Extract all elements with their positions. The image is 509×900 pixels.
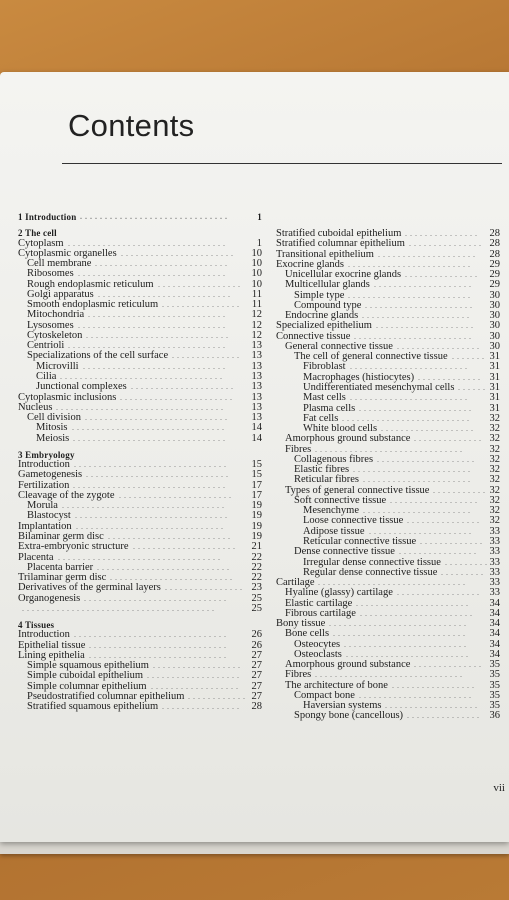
toc-entry [18,702,262,712]
dot-leader: ......................... [346,649,471,659]
dot-leader: .............................. [76,521,226,531]
toc-entry-page: 19 [251,530,262,542]
toc-entry-title: Simple type [294,289,345,301]
toc-entry-title: Lining epithelia [18,649,85,661]
toc-entry-title: Gametogenesis [18,469,83,481]
dot-leader: ................ [165,583,245,593]
dot-leader: ....................... [356,598,471,608]
dot-leader: ................... [381,424,476,434]
toc-entry-title: The cell of general connective tissue [294,351,448,363]
dot-leader: ......... [445,557,490,567]
toc-entry-page: 13 [251,381,262,393]
toc-entry-title: Cytoplasm [18,237,64,249]
dot-leader: ............................. [84,593,229,603]
toc-entry [18,382,262,392]
toc-entry-page: 34 [489,648,500,660]
dot-leader: .............................. [80,212,230,221]
dot-leader: .............. [414,660,484,670]
dot-leader: ............ [188,691,248,701]
toc-entry-page: 32 [489,464,500,476]
toc-entry-page: 21 [251,541,262,553]
dot-leader: ............... [405,229,480,238]
toc-entry-title: Centrioli [27,340,65,352]
toc-entry-title: Placenta barrier [27,561,94,573]
toc-entry-title: Undifferentiated mesenchymal cells [303,381,455,393]
toc-entry-title: Elastic cartilage [285,597,353,609]
toc-entry-title: Amorphous ground substance [285,659,411,671]
toc-entry-page: 19 [251,500,262,512]
toc-entry-page: 32 [489,433,500,445]
toc-entry-page: 32 [489,494,500,506]
toc-entry [276,547,500,557]
toc-entry-title: Microvilli [36,360,79,372]
toc-entry-page: 31 [489,402,500,414]
dot-leader: .................. [151,681,241,691]
dot-leader: ...... [458,382,488,392]
dot-leader: ...................... [363,506,473,516]
toc-section-heading [18,228,262,238]
toc-entry-title: Meiosis [36,432,70,444]
toc-entry-page: 28 [489,238,500,250]
toc-entry-page: 30 [489,340,500,352]
dot-leader: ....................... [359,403,474,413]
toc-entry-title: General connective tissue [285,340,393,352]
toc-entry-page: 22 [251,561,262,573]
toc-entry-page: 31 [489,371,500,383]
toc-entry-page: 34 [489,607,500,619]
toc-entry-page: 28 [251,701,262,713]
toc-entry-title: Smooth endoplasmic reticulum [27,299,159,311]
toc-entry-title: Cytoplasmic organelles [18,247,117,259]
toc-entry-title: The architecture of bone [285,679,388,691]
toc-entry-title: Osteocytes [294,638,341,650]
toc-entry-title: Fibres [285,443,312,455]
toc-entry-title: Mast cells [303,392,346,404]
dot-leader: ............................... [73,433,228,443]
toc-entry-page: 32 [489,474,500,486]
dot-leader: .................... [376,321,476,331]
toc-entry-page: 33 [489,525,500,537]
toc-entry-page: 34 [489,638,500,650]
dot-leader: ............................ [89,650,229,660]
dot-leader: ........................ [350,393,470,403]
toc-entry-page: 35 [489,679,500,691]
dot-leader: ............................ [89,640,229,650]
dot-leader: ............... [409,239,484,249]
toc-entry-title: Rough endoplasmic reticulum [27,278,154,290]
dot-leader: ............................. [85,413,230,423]
toc-entry-page: 36 [489,710,500,722]
toc-entry-page: 13 [251,350,262,362]
dot-leader: ............................... [73,480,228,490]
toc-entry-page: 22 [251,551,262,563]
toc-entry-title: Introduction [18,629,70,641]
toc-entry-title: Soft connective tissue [294,494,387,506]
toc-entry-page: 27 [251,680,262,692]
dot-leader: ................................ [68,341,228,351]
toc-entry-title: 1 Introduction [18,212,77,222]
toc-entry-page: 26 [251,629,262,641]
dot-leader: ............................. [86,330,231,340]
dot-leader: ....................................... [22,603,217,613]
toc-entry-title: Compact bone [294,689,355,701]
dot-leader: ............................ [329,619,469,629]
toc-entry-title: Regular dense connective tissue [303,566,438,578]
toc-entry-title: Fertilization [18,479,70,491]
dot-leader: ............... [407,711,482,721]
dot-leader: ....................... [119,490,234,500]
dot-leader: ...................... [363,475,473,485]
toc-entry-page: 33 [489,566,500,578]
toc-entry-page: 34 [489,618,500,630]
toc-entry-page: 25 [251,602,262,614]
toc-entry-title: 3 Embryology [18,449,75,460]
toc-entry-page: 17 [251,489,262,501]
dot-leader: ................... [147,671,242,681]
dot-leader: ...................... [365,300,475,310]
toc-entry-page: 15 [251,459,262,471]
toc-entry-page: 29 [489,258,500,270]
toc-entry-page: 33 [489,587,500,599]
toc-entry-page: 13 [251,340,262,352]
toc-entry-title: Cartilage [276,577,315,589]
toc-entry-title: Mitochondria [27,309,85,321]
toc-entry-title: Cilia [36,370,57,382]
dot-leader: ............... [405,270,480,280]
dot-leader: ................................. [62,501,227,511]
dot-leader: ......... [441,567,486,577]
toc-entry-page: 35 [489,659,500,671]
toc-entry-page: 32 [489,505,500,517]
toc-entry-page: 33 [489,535,500,547]
dot-leader: .................. [153,661,243,671]
toc-entry [18,393,262,403]
toc-entry [18,594,262,604]
toc-entry-title: Endocrine glands [285,310,359,322]
dot-leader: ........................ [350,362,470,372]
toc-entry-title: Epithelial tissue [18,639,86,651]
toc-entry-title: Blastocyst [27,510,71,522]
toc-entry-page: 10 [251,268,262,280]
dot-leader: .................... [377,454,477,464]
dot-leader: .......................... [342,413,472,423]
dot-leader: ..................... [369,526,474,536]
toc-entry-title: Extra-embryonic structure [18,541,129,553]
dot-leader: .................................. [56,402,226,412]
toc-entry-page: 13 [251,412,262,424]
toc-entry-title: Simple squamous epithelium [27,660,149,672]
toc-entry-page: 19 [251,520,262,532]
dot-leader: ......................... [344,639,469,649]
dot-leader: ................... [385,701,480,711]
toc-entry-page: 25 [251,592,262,604]
toc-entry-title: Implantation [18,520,72,532]
toc-entry-page: 28 [489,228,500,239]
toc-entry-title: Cell membrane [27,258,92,270]
toc-entry [276,393,500,403]
dot-leader: ................................. [60,371,225,381]
toc-entry-page: 14 [251,422,262,434]
dot-leader: ....................... [120,392,235,402]
toc-entry-title: Bone cells [285,628,330,640]
dot-leader: ....................... [360,608,475,618]
toc-entry-page: 11 [251,299,262,311]
toc-entry-page: 32 [489,515,500,527]
toc-entry-page: 32 [489,484,500,496]
toc-entry-title: Specialized epithelium [276,320,372,332]
toc-entry-title: Cytoplasmic inclusions [18,391,117,403]
dot-leader: ............................... [74,630,229,640]
dot-leader: .............................. [78,269,228,279]
toc-entry-page: 22 [251,572,262,584]
dot-leader: ................ [399,547,479,557]
toc-entry-page: 11 [251,288,262,300]
toc-entry-title: Irregular dense connective tissue [303,556,441,568]
toc-entry-page: 12 [251,309,262,321]
dot-leader: ................................. [58,552,223,562]
toc-entry-title: Nucleus [18,401,53,413]
toc-entry-title: Morula [27,500,58,512]
toc-entry-page: 28 [489,248,500,260]
toc-entry-title: Haversian systems [303,700,382,712]
toc-entry-page: 1 [256,237,262,249]
dot-leader: ........................ [353,465,473,475]
toc-entry-title: Amorphous ground substance [285,433,411,445]
toc-entry-title: Collagenous fibres [294,453,374,465]
toc-entry-page: 10 [251,247,262,259]
dot-leader: ........... [433,485,488,495]
toc-entry-title: Types of general connective tissue [285,484,430,496]
toc-entry-page: 32 [489,453,500,465]
toc-entry-page: 29 [489,279,500,291]
dot-leader: .................... [378,249,478,259]
toc-entry-title: 2 The cell [18,228,57,239]
dot-leader: ..................... [131,382,236,392]
dot-leader: ............... [407,516,482,526]
toc-entry-title: Fibres [285,669,312,681]
contents-right-column [276,229,500,722]
page-number: vii [493,782,505,794]
toc-entry-page: 30 [489,330,500,342]
toc-entry-title: Introduction [18,459,70,471]
toc-entry-title: Fat cells [303,412,339,424]
toc-entry-title: White blood cells [303,423,378,435]
toc-entry-title: Spongy bone (cancellous) [294,710,404,722]
dot-leader: ......................... [108,531,233,541]
toc-entry-title: Mitosis [36,422,68,434]
toc-entry-title: Cleavage of the zygote [18,489,115,501]
toc-entry-title: Hyaline (glassy) cartilage [285,587,393,599]
toc-entry-page: 32 [489,423,500,435]
toc-entry-page: 15 [251,469,262,481]
dot-leader: ........................... [333,629,468,639]
toc-entry-page: 30 [489,310,500,322]
toc-entry-page: 32 [489,412,500,424]
toc-entry [18,604,262,614]
dot-leader: ..................... [133,542,238,552]
toc-entry-page: 27 [251,649,262,661]
toc-entry-title: Osteoclasts [294,648,342,660]
toc-entry-title: Bilaminar germ disc [18,530,104,542]
dot-leader: .............................. [315,670,465,680]
toc-entry-page: 12 [251,329,262,341]
dot-leader: .............................. [318,578,468,588]
toc-entry-title: Stratified squamous epithelium [27,701,159,713]
toc-entry-title: Ribosomes [27,268,74,280]
dot-leader: ............................ [88,310,228,320]
toc-entry-title: Unicellular exocrine glands [285,269,402,281]
toc-entry-page: 13 [251,360,262,372]
toc-entry-page: 26 [251,639,262,651]
toc-entry-page: 13 [251,370,262,382]
dot-leader: ......................... [348,259,473,269]
toc-entry-title: 4 Tissues [18,620,55,631]
toc-entry-title: Organogenesis [18,592,81,604]
toc-entry-page: 27 [251,690,262,702]
toc-entry-page: 34 [489,628,500,640]
toc-entry-title: Cytoskeleton [27,329,83,341]
dot-leader: .............. [172,351,242,361]
dot-leader: ......................... [348,290,473,300]
dot-leader: ....... [452,352,487,362]
toc-entry-page: 35 [489,689,500,701]
toc-entry-title: Simple columnar epithelium [27,680,147,692]
dot-leader: ............................... [72,423,227,433]
toc-entry-title: Pseudostratified columnar epithelium [27,690,185,702]
toc-entry-page: 32 [489,443,500,455]
dot-leader: ................ [162,300,242,310]
toc-entry-page: 1 [257,212,262,222]
toc-entry-title: Reticular fibres [294,474,360,486]
toc-entry-page: 17 [251,479,262,491]
toc-entry-page: 33 [489,577,500,589]
toc-entry-page: 10 [251,258,262,270]
dot-leader: ........................... [98,289,233,299]
dot-leader: ................................ [68,238,228,248]
dot-leader: ....................... [121,248,236,258]
toc-entry-page: 23 [251,582,262,594]
dot-leader: ........................... [97,562,232,572]
dot-leader: .................... [374,280,474,290]
dot-leader: ................. [158,279,243,289]
toc-entry-page: 31 [489,381,500,393]
dot-leader: ............................. [86,470,231,480]
toc-entry-title: Mesenchyme [303,505,359,517]
toc-entry-title: Golgi apparatus [27,288,94,300]
toc-entry-title: Fibroblast [303,361,346,373]
toc-entry-title: Junctional complexes [36,381,127,393]
toc-entry-title: Dense connective tissue [294,546,395,558]
toc-entry-title: Specializations of the cell surface [27,350,169,362]
toc-entry-page: 34 [489,597,500,609]
toc-entry-page: 33 [489,556,500,568]
toc-entry-title: Bony tissue [276,618,326,630]
page-title: Contents [68,108,195,143]
toc-entry-page: 30 [489,299,500,311]
toc-entry-page: 27 [251,670,262,682]
dot-leader: .............................. [78,320,228,330]
dot-leader: .............. [414,434,484,444]
dot-leader: ............................. [83,361,228,371]
dot-leader: ...................... [362,311,472,321]
toc-entry-page: 12 [251,319,262,331]
toc-entry [276,711,500,721]
dot-leader: .............................. [315,444,465,454]
dot-leader: ............. [418,372,483,382]
contents-left-column [18,212,262,712]
toc-entry-title: Compound type [294,299,362,311]
dot-leader: ........................ [354,331,474,341]
dot-leader: ............................... [74,460,229,470]
toc-entry-page: 30 [489,289,500,301]
toc-entry-page: 14 [251,432,262,444]
toc-entry-title: Adipose tissue [303,525,365,537]
toc-entry-page: 31 [489,351,500,363]
toc-entry-title: Plasma cells [303,402,356,414]
dot-leader: ......................... [110,573,235,583]
dot-leader: ............................... [75,511,230,521]
toc-entry-page: 31 [489,392,500,404]
toc-entry-title: Elastic fibres [294,464,350,476]
toc-entry-title: Trilaminar germ disc [18,572,107,584]
toc-entry-page: 30 [489,320,500,332]
toc-entry-title: Transitional epithelium [276,248,374,260]
toc-entry [276,239,500,249]
dot-leader: ................ [162,702,242,712]
toc-entry [18,434,262,444]
toc-entry-title: Connective tissue [276,330,351,342]
toc-entry [18,542,262,552]
title-rule [62,163,502,164]
toc-entry-page: 27 [251,660,262,672]
toc-entry-page: 35 [489,700,500,712]
toc-entry-page: 13 [251,401,262,413]
toc-entry-page: 31 [489,361,500,373]
toc-entry-title: Exocrine glands [276,258,344,270]
dot-leader: ....................... [359,690,474,700]
toc-entry-page: 19 [251,510,262,522]
toc-entry-title: Cell division [27,412,81,424]
dot-leader: ................. [392,680,477,690]
toc-entry-title: Derivatives of the germinal layers [18,582,161,594]
toc-entry-title: Loose connective tissue [303,515,404,527]
toc-entry-page: 10 [251,278,262,290]
toc-entry-page: 33 [489,546,500,558]
toc-section-heading [18,212,262,222]
toc-entry-title: Fibrous cartilage [285,607,356,619]
dot-leader: ................. [397,588,482,598]
toc-entry-title: Lysosomes [27,319,74,331]
toc-entry-title: Simple cuboidal epithelium [27,670,144,682]
toc-entry-title: Stratified cuboidal epithelium [276,228,402,239]
toc-entry-page: 29 [489,269,500,281]
dot-leader: .................. [390,495,480,505]
toc-entry-page: 13 [251,391,262,403]
dot-leader: ........................... [95,259,230,269]
toc-entry-title: Multicellular glands [285,279,370,291]
dot-leader: ............. [420,536,485,546]
toc-entry-title: Placenta [18,551,54,563]
toc-entry-title: Reticular connective tissue [303,535,417,547]
toc-entry-title: Stratified columnar epithelium [276,238,405,250]
dot-leader: ................. [397,341,482,351]
toc-entry-title: Macrophages (histiocytes) [303,371,415,383]
toc-entry-page: 35 [489,669,500,681]
